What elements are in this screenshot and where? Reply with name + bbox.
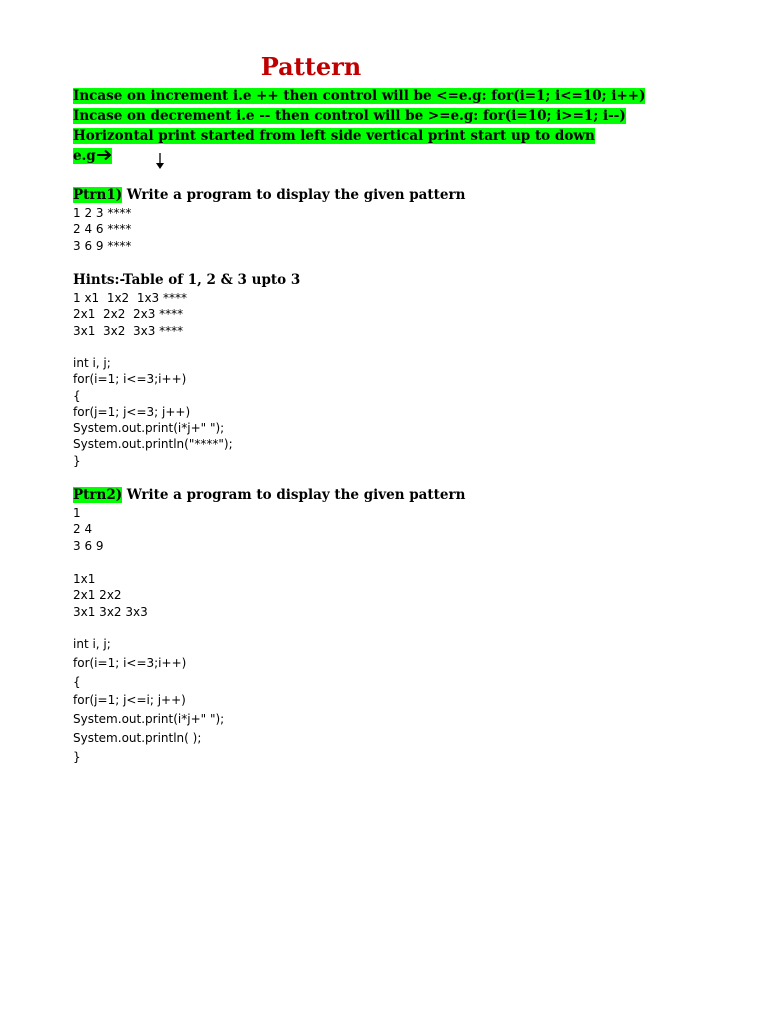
rule-example: e.g [73,146,112,166]
code-line: for(i=1; i<=3;i++) [73,655,187,670]
right-arrow-icon [96,149,112,161]
pattern2-hint-line: 3x1 3x2 3x3 [73,604,148,619]
rule-print-direction: Horizontal print started from left side vertical print start up to down [73,128,595,144]
code-line: } [73,749,81,764]
pattern2-code [73,635,224,767]
pattern1-hint-line: 1 x1 1x2 1x3 **** [73,291,187,305]
pattern2-hint-line: 2x1 2x2 [73,588,122,603]
pattern1-tag: Ptrn1) [73,187,123,203]
rule-increment: Incase on increment i.e ++ then control will be <=e.g: for(i=1; i<=10; i++) [73,88,646,104]
code-line: { [73,674,81,689]
pattern1-hint-lines [73,290,187,339]
pattern2-hint-lines [73,571,148,620]
pattern1-hint-line: 3x1 3x2 3x3 **** [73,323,184,338]
pattern1-output-line: 2 4 6 **** [73,222,132,237]
code-line: for(i=1; i<=3;i++) [73,372,187,387]
pattern1-hint-line: 2x1 2x2 2x3 **** [73,307,184,322]
pattern2-output-line: 1 [73,506,81,520]
pattern1-code [73,355,233,469]
code-line: System.out.println("****"); [73,437,233,452]
down-arrow-icon [153,152,167,170]
pattern2-hint-line: 1x1 [73,572,96,586]
pattern1-output-line: 1 2 3 **** [73,206,132,220]
code-line: System.out.println( ); [73,730,202,745]
pattern2-output-line: 3 6 9 [73,538,104,553]
code-line: int i, j; [73,637,111,651]
pattern1-output-line: 3 6 9 **** [73,238,132,253]
code-line: System.out.print(i*j+" "); [73,712,225,727]
page-title: Pattern [260,52,362,81]
pattern1-output [73,205,131,254]
code-line: int i, j; [73,356,111,370]
pattern2-heading: Ptrn2) Write a program to display the given pattern [73,487,466,503]
code-line: } [73,453,81,468]
pattern2-output-line: 2 4 [73,522,93,537]
pattern2-tag: Ptrn2) [73,487,123,503]
code-line: { [73,388,81,403]
pattern2-output [73,505,104,554]
rule-decrement: Incase on decrement i.e -- then control will be >=e.g: for(i=10; i>=1; i--) [73,108,626,124]
code-line: for(j=1; j<=i; j++) [73,693,186,708]
code-line: System.out.print(i*j+" "); [73,421,225,436]
pattern1-hint-heading: Hints:-Table of 1, 2 & 3 upto 3 [73,272,301,288]
pattern1-heading: Ptrn1) Write a program to display the given pattern [73,187,466,203]
code-line: for(j=1; j<=3; j++) [73,404,191,419]
